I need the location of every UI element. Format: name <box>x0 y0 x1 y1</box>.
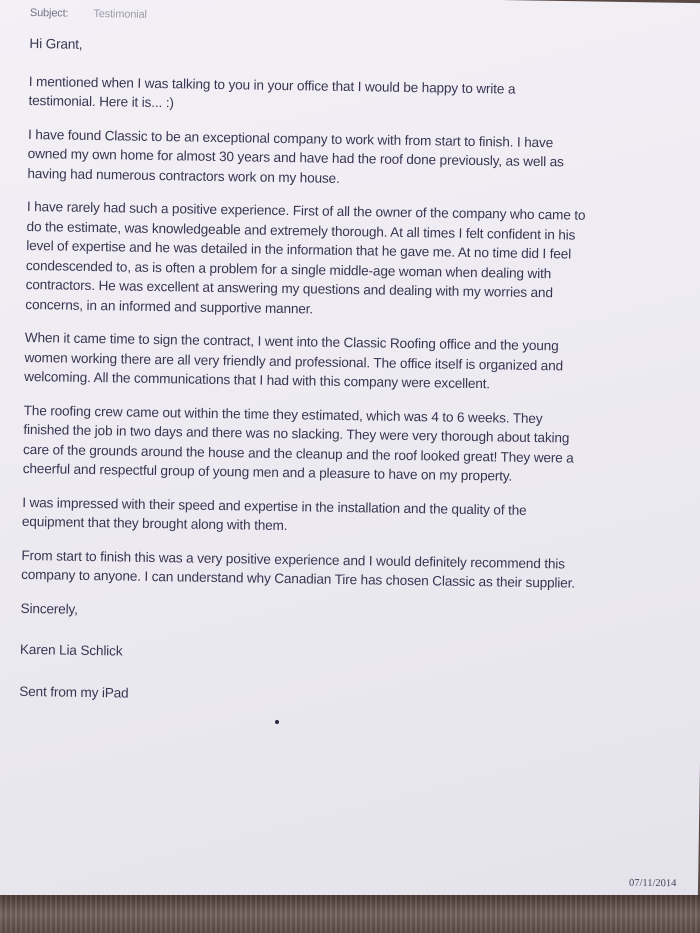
date-stamp: 07/11/2014 <box>628 877 677 890</box>
text-line: equipment that they brought along with them. <box>21 513 288 534</box>
text-line: cheerful and respectful group of young men and a pleasure to have on my property. <box>22 460 513 484</box>
text-line: welcoming. All the communications that I had with this company were excellent. <box>24 368 491 392</box>
text-line: I was impressed with their speed and expertise in the installation and the quality of the <box>22 494 527 518</box>
text-line: level of expertise and he was detailed in the information that he gave me. At no time did I feel <box>26 237 572 262</box>
subject-value: Testimonial <box>93 7 147 21</box>
text-line: I mentioned when I was talking to you in your office that I would be happy to write a <box>28 73 516 97</box>
paragraphs <box>21 71 700 595</box>
text-line: When it came time to sign the contract, I went into the Classic Roofing office and the young <box>24 329 559 354</box>
paragraph <box>22 492 699 542</box>
text-line: owned my own home for almost 30 years and have had the roof done previously, as well as <box>27 145 564 170</box>
text-line: do the estimate, was knowledgeable and extremely thorough. At all times I felt confident in his <box>26 218 576 243</box>
text-line: From start to finish this was a very positive experience and I would definitely recommend this <box>21 547 565 571</box>
paragraph <box>25 197 700 325</box>
subject-label: Subject: <box>29 7 69 20</box>
text-line: finished the job in two days and there was no slacking. They were very thorough about taking <box>23 421 570 446</box>
text-line: I have rarely had such a positive experience. First of all the owner of the company who came to <box>26 198 586 223</box>
letter-body <box>19 7 700 726</box>
text-line: care of the grounds around the house and the cleanup and the roof looked great! They were a <box>22 441 574 466</box>
text-line: having had numerous contractors work on my house. <box>27 165 340 186</box>
signer-name: Karen Lia Schlick <box>19 641 123 659</box>
paragraph <box>24 328 700 397</box>
text-line: company to anyone. I can understand why Canadian Tire has chosen Classic as their supplier. <box>21 566 576 591</box>
text-line: condescended to, as is often a problem for a single middle-age woman when dealing with <box>25 257 552 281</box>
closing: Sincerely, <box>20 600 78 617</box>
paragraph <box>27 124 700 193</box>
text-line: The roofing crew came out within the time they estimated, which was 4 to 6 weeks. They <box>23 402 543 426</box>
paragraph <box>28 71 700 121</box>
sent-from-footer: Sent from my iPad <box>19 683 129 701</box>
text-line: concerns, in an informed and supportive manner. <box>25 296 314 316</box>
ink-dot <box>275 720 279 724</box>
text-line: women working there are all very friendly and professional. The office itself is organized and <box>24 349 564 373</box>
text-line: testimonial. Here it is... :) <box>28 92 174 111</box>
paragraph <box>21 545 698 595</box>
text-line: I have found Classic to be an exceptional company to work with from start to finish. I have <box>27 126 554 150</box>
greeting: Hi Grant, <box>29 35 83 52</box>
paragraph <box>23 400 700 489</box>
carpet-background <box>0 895 700 933</box>
text-line: contractors. He was excellent at answering my questions and dealing with my worries and <box>25 276 553 301</box>
